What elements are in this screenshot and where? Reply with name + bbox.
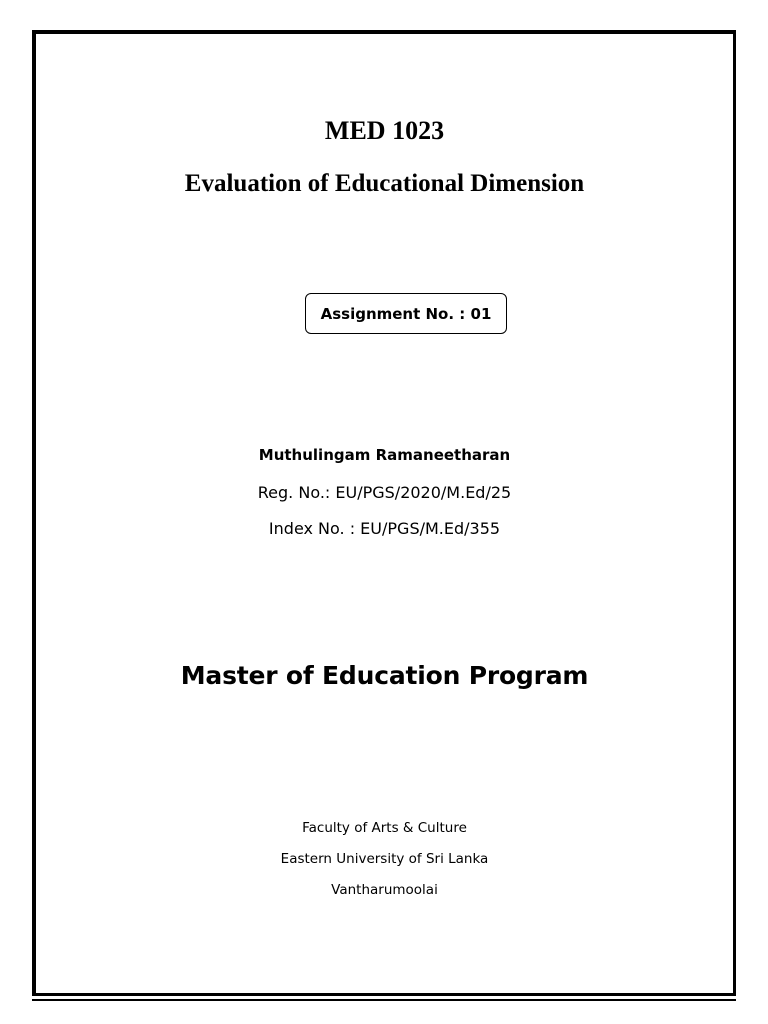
index-number: Index No. : EU/PGS/M.Ed/355 [268,519,501,538]
university-name: Eastern University of Sri Lanka [280,851,489,867]
course-code: MED 1023 [324,116,445,145]
faculty-name: Faculty of Arts & Culture [302,820,467,836]
registration-number: Reg. No.: EU/PGS/2020/M.Ed/25 [257,483,512,502]
assignment-number: Assignment No. : 01 [320,304,492,323]
university-location: Vantharumoolai [331,882,438,898]
course-title: Evaluation of Educational Dimension [184,170,585,197]
program-title: Master of Education Program [180,661,589,690]
assignment-number-box [305,293,507,334]
student-name: Muthulingam Ramaneetharan [258,446,511,464]
